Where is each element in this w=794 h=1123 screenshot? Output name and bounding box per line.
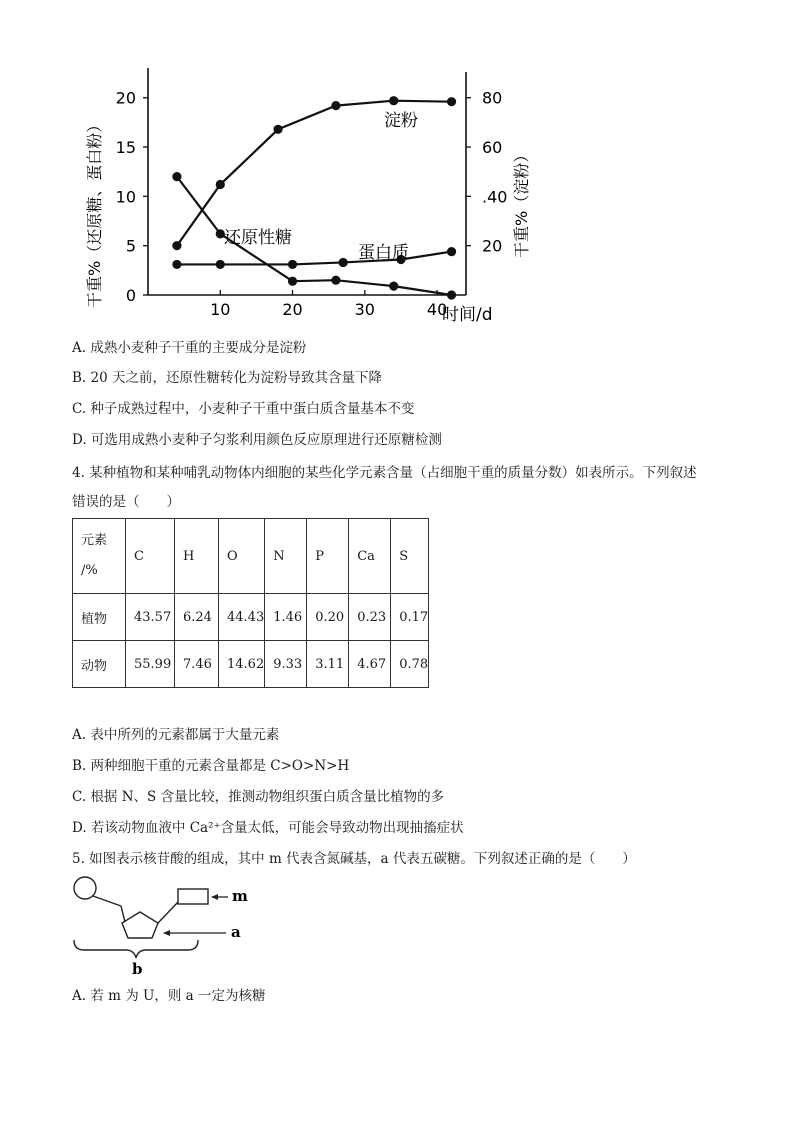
- table-row: [73, 641, 429, 688]
- phosphate-circle: [74, 877, 96, 899]
- x-tick-label: 10: [210, 300, 231, 319]
- data-point: [288, 260, 297, 269]
- table-cell: H: [175, 519, 219, 594]
- table-cell: 44.43: [219, 594, 265, 641]
- data-point: [447, 290, 456, 299]
- data-point: [216, 180, 225, 189]
- q5-option-a[interactable]: A. 若 m 为 U，则 a 一定为核糖: [72, 988, 266, 1004]
- arrow-m-head: [211, 894, 218, 900]
- x-tick-label: 40: [426, 300, 448, 319]
- label-a: a: [231, 923, 241, 941]
- data-point: [216, 260, 225, 269]
- table-cell: 0.23: [349, 594, 391, 641]
- series-label-starch: 淀粉: [384, 111, 418, 131]
- q3-option-b[interactable]: B. 20 天之前，还原性糖转化为淀粉导致其含量下降: [72, 370, 382, 386]
- table-header-cell: [73, 519, 126, 594]
- y-left-tick-label: 20: [115, 88, 136, 108]
- y-left-tick-label: 15: [115, 138, 136, 158]
- phosphate-bond: [93, 896, 121, 906]
- q4-stem-line1: 4. 某种植物和某种哺乳动物体内细胞的某些化学元素含量（占细胞干重的质量分数）如表所示。下列叙述: [72, 465, 697, 481]
- y-left-tick-label: 5: [125, 236, 136, 256]
- y-axis-left-label: 干重%（还原糖、蛋白粉）: [85, 116, 104, 308]
- table-cell: N: [265, 519, 307, 594]
- y-left-tick-label: 10: [115, 187, 136, 207]
- base-rectangle: [178, 889, 208, 904]
- table-cell: 0.20: [307, 594, 349, 641]
- chart-ticks: [116, 89, 508, 319]
- data-point: [447, 247, 456, 256]
- q5-stem: 5. 如图表示核苷酸的组成，其中 m 代表含氮碱基，a 代表五碳糖。下列叙述正确的是（ ）: [72, 851, 636, 867]
- table-cell: 0.17: [391, 594, 429, 641]
- q3-option-c[interactable]: C. 种子成熟过程中，小麦种子干重中蛋白质含量基本不变: [72, 401, 415, 417]
- data-point: [172, 260, 181, 269]
- table-cell: 6.24: [175, 594, 219, 641]
- header-element-label: 元素: [81, 533, 108, 548]
- table-row-label: 植物: [73, 594, 126, 641]
- header-unit-label: /%: [81, 563, 98, 578]
- data-point: [339, 258, 348, 267]
- series-label-reducing-sugar: 还原性糖: [224, 228, 292, 248]
- table-cell: 3.11: [307, 641, 349, 688]
- data-point: [389, 96, 398, 105]
- q3-option-d[interactable]: D. 可选用成熟小麦种子匀浆利用颜色反应原理进行还原糖检测: [72, 432, 442, 448]
- label-m: m: [232, 887, 248, 905]
- x-axis-label: 时间/d: [442, 305, 493, 325]
- table-cell: S: [391, 519, 429, 594]
- x-tick-label: 30: [354, 300, 375, 319]
- table-cell: P: [307, 519, 349, 594]
- q4-option-d[interactable]: D. 若该动物血液中 Ca²⁺含量太低，可能会导致动物出现抽搐症状: [72, 820, 464, 836]
- line-chart: [0, 0, 794, 340]
- data-point: [389, 282, 398, 291]
- data-point: [273, 125, 282, 134]
- table-row-label: 动物: [73, 641, 126, 688]
- x-tick-label: 20: [282, 300, 303, 319]
- nucleotide-diagram: [60, 870, 280, 980]
- brace-b: [74, 940, 198, 958]
- label-b: b: [132, 960, 143, 978]
- q4-option-c[interactable]: C. 根据 N、S 含量比较，推测动物组织蛋白质含量比植物的多: [72, 789, 445, 805]
- table-cell: 7.46: [175, 641, 219, 688]
- table-cell: 4.67: [349, 641, 391, 688]
- q4-option-a[interactable]: A. 表中所列的元素都属于大量元素: [72, 727, 280, 743]
- table-cell: 0.78: [391, 641, 429, 688]
- table-cell: 55.99: [126, 641, 175, 688]
- arrow-a-head: [163, 930, 170, 936]
- q4-option-b[interactable]: B. 两种细胞干重的元素含量都是 C>O>N>H: [72, 758, 350, 774]
- y-right-tick-label: 20: [482, 236, 503, 256]
- series-label-protein: 蛋白质: [358, 243, 409, 263]
- table-cell: Ca: [349, 519, 391, 594]
- data-point: [331, 276, 340, 285]
- pentose-ring: [122, 912, 158, 938]
- element-table: [72, 518, 429, 688]
- sugar-side-chain: [121, 906, 125, 922]
- q3-option-a[interactable]: A. 成熟小麦种子干重的主要成分是淀粉: [72, 340, 307, 356]
- table-cell: 43.57: [126, 594, 175, 641]
- y-right-tick-label: 80: [482, 88, 503, 108]
- table-cell: 14.62: [219, 641, 265, 688]
- table-header-row: [73, 519, 429, 594]
- data-point: [172, 241, 181, 250]
- table-cell: O: [219, 519, 265, 594]
- base-bond: [158, 902, 178, 923]
- q4-stem-line2: 错误的是（ ）: [72, 494, 180, 510]
- data-point: [288, 277, 297, 286]
- data-point: [447, 97, 456, 106]
- data-point: [172, 172, 181, 181]
- table-row: [73, 594, 429, 641]
- y-left-tick-label: 0: [125, 286, 136, 305]
- y-right-tick-label: 60: [482, 138, 503, 158]
- y-right-tick-label: .40: [482, 187, 508, 207]
- y-axis-right-label: 干重%（淀粉）: [512, 146, 531, 258]
- table-cell: 1.46: [265, 594, 307, 641]
- table-cell: 9.33: [265, 641, 307, 688]
- table-cell: C: [126, 519, 175, 594]
- data-point: [331, 101, 340, 110]
